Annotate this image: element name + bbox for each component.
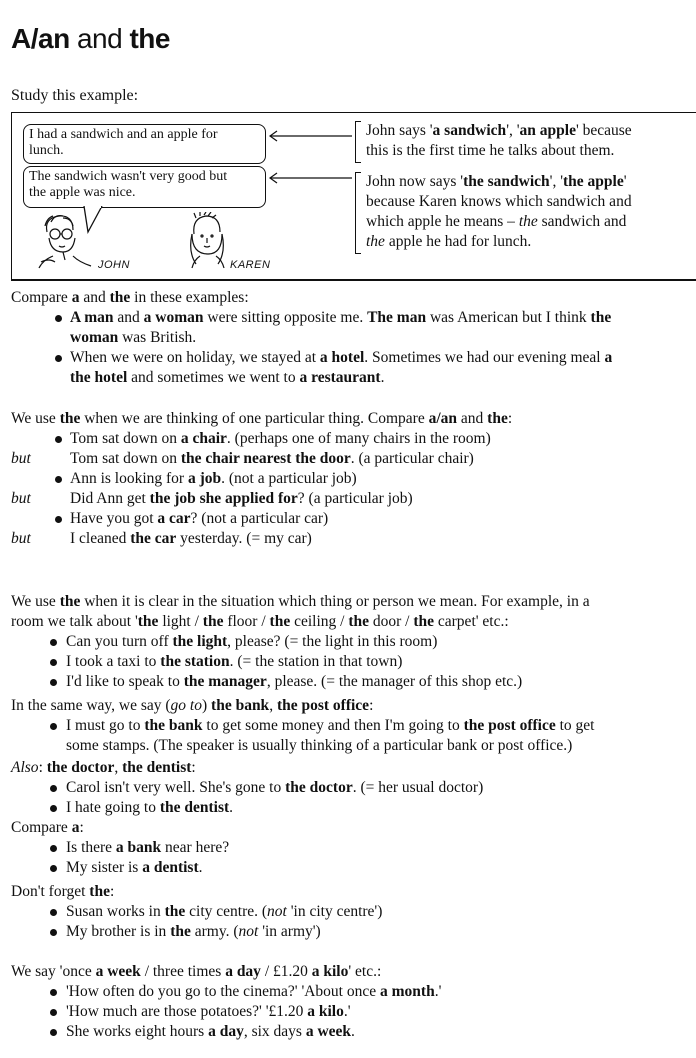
text-run: the sandwich [463,173,550,190]
bullet-icon [50,659,57,666]
dont-forget-intro [0,882,696,902]
list-item [0,449,696,469]
text-run: Ann is looking for [70,470,188,487]
text-run: the hotel [70,369,128,386]
text-run: a day [225,963,261,980]
bullet-icon [50,1009,57,1016]
list-item [0,672,696,692]
text-run: I took a taxi to [66,653,161,670]
text-run: a day [208,1023,244,1040]
list-item [0,509,696,529]
list-item [0,982,696,1002]
text-run: Tom sat down on [70,430,181,447]
text-run: and [457,410,488,427]
text-run: A man [70,309,114,326]
text-run: when it is clear in the situation which thing or person we mean. For example, in a [80,593,590,610]
text-run: : [109,883,115,900]
text-run: the [590,309,612,326]
list-item [0,469,696,489]
arrow-left-icon [268,130,354,142]
text-run: a dentist [142,859,199,876]
frequency-intro [0,962,696,982]
text-run: a [604,349,613,366]
list-item [0,858,696,878]
text-run: the [59,593,81,610]
text-run: and sometimes we went to [127,369,300,386]
list-item [0,429,696,449]
list-item [0,632,696,652]
text-run: Susan works in [66,903,165,920]
page-title [11,22,170,56]
list-item [0,716,696,736]
text-run: were sitting opposite me. [203,309,368,326]
text-run: A/an [11,23,70,54]
text-run: Carol isn't very well. She's gone to [66,779,286,796]
text-run: room we talk about ' [11,613,138,630]
text-run: not [267,903,287,920]
text-run: a [71,819,80,836]
bullet-icon [50,785,57,792]
text-run: ? (not a particular car) [190,510,329,527]
text-run: .' [434,983,442,1000]
text-run: I cleaned [70,530,131,547]
text-run: a job [187,470,222,487]
text-run: in these examples: [130,289,249,306]
text-run: / £1.20 [260,963,312,980]
text-run: , six days [243,1023,306,1040]
text-run: floor / [223,613,270,630]
explanation-2 [355,172,685,254]
text-run: lunch. [29,143,64,158]
list-item [0,922,696,942]
bullet-icon [50,639,57,646]
text-run: was American but I think [426,309,591,326]
text-run: We say 'once [11,963,96,980]
text-run: the [202,613,224,630]
text-run: Is there [66,839,116,856]
list-item [0,348,696,368]
text-run: and [113,309,144,326]
list-item [0,902,696,922]
text-run: a hotel [319,349,365,366]
bullet-icon [50,723,57,730]
bullet-icon [50,929,57,936]
list-item-continuation: some stamps. (The speaker is usually thinking of a particular bank or post office.) [66,737,573,754]
text-run: She works eight hours [66,1023,209,1040]
speech-bubble-1 [23,124,266,164]
text-run: .' [343,1003,351,1020]
text-run: Compare [11,819,72,836]
text-run: : [191,759,196,776]
text-run: the bank [144,717,203,734]
speech-bubble-2 [23,166,266,208]
text-run: . Sometimes we had our evening meal [364,349,605,366]
text-run: the [269,613,291,630]
text-run: Did Ann get [70,490,150,507]
text-run: the manager [183,673,267,690]
text-run: yesterday. (= my car) [176,530,312,547]
text-run: the [170,923,191,940]
text-run: ' because [575,122,632,139]
text-run: 'How much are those potatoes?' '£1.20 [66,1003,308,1020]
text-run: and [76,23,123,54]
text-run: Can you turn off [66,633,173,650]
bullet-icon [50,805,57,812]
text-run: the post office [463,717,556,734]
text-run: a sandwich [432,122,507,139]
list-item [0,798,696,818]
text-run: . [351,1023,355,1040]
text-run: the bank [211,697,270,714]
compare-a-intro [0,818,696,838]
text-run: the [164,903,186,920]
text-run: was British. [118,329,197,346]
text-run: John now says ' [366,173,464,190]
text-run: not [238,923,259,940]
text-run: We use [11,410,60,427]
list-item [0,652,696,672]
text-run: because Karen knows which sandwich and [366,193,632,210]
text-run: My brother is in [66,923,171,940]
arrow-left-icon [268,172,354,184]
text-run: the [89,883,110,900]
text-run: The sandwich wasn't very good but [29,169,228,184]
text-run: a/an [428,410,458,427]
text-run: the chair nearest the door [180,450,351,467]
bullet-icon [50,989,57,996]
text-run: ? (a particular job) [297,490,413,507]
text-run: when we are thinking of one particular thing. Compare [80,410,429,427]
list-item [0,1022,696,1042]
text-run: I'd like to speak to [66,673,184,690]
text-run: . [198,859,203,876]
text-run: woman [70,329,119,346]
bullet-icon [55,355,62,362]
text-run: Also [11,759,39,776]
text-run: ) [201,697,212,714]
text-run: a [71,289,80,306]
list-item-continuation [0,368,696,388]
text-run: apple he had for lunch. [384,233,532,250]
compare-intro [0,288,696,308]
bullet-icon [50,845,57,852]
text-run: an apple [519,122,576,139]
text-run: . [229,799,234,816]
text-run: a week [95,963,141,980]
clear-intro-continuation [0,612,696,632]
text-run: the car [130,530,177,547]
text-run: this is the first time he talks about them. [366,142,615,159]
text-run: a woman [143,309,204,326]
list-item [0,308,696,328]
text-run: to get some money and then I'm going to [202,717,464,734]
text-run: light / [158,613,203,630]
text-run: I hate going to [66,799,160,816]
text-run: ', ' [549,173,563,190]
text-run: a kilo [311,963,349,980]
text-run: a chair [180,430,227,447]
text-run: . (= the station in that town) [229,653,403,670]
text-run: go to [170,697,202,714]
bullet-icon [55,315,62,322]
text-run: ', ' [506,122,520,139]
text-run: 'How often do you go to the cinema?' 'About once [66,983,380,1000]
bullet-icon [50,1029,57,1036]
john-figure-icon [33,212,93,270]
text-run: the [413,613,435,630]
text-run: but [11,490,31,507]
text-run: door / [369,613,414,630]
text-run: . (a particular chair) [350,450,474,467]
text-run: the dentist [122,759,192,776]
text-run: the [348,613,369,630]
text-run: a restaurant [299,369,381,386]
karen-label: KAREN [230,259,271,271]
text-run: The man [367,309,427,326]
text-run: When we were on holiday, we stayed at [70,349,320,366]
text-run: a bank [115,839,162,856]
text-run: the [129,23,170,54]
john-label: JOHN [98,259,130,271]
text-run: . (perhaps one of many chairs in the room) [226,430,491,447]
text-run: ' [623,173,627,190]
text-run: the job she applied for [149,490,298,507]
text-run: / three times [140,963,226,980]
study-intro: Study this example: [11,87,139,104]
text-run: 'in army') [258,923,321,940]
text-run: the doctor [285,779,353,796]
text-run: the [137,613,159,630]
text-run: the light [172,633,228,650]
text-run: I had a sandwich and an apple for [29,127,218,142]
list-item [0,1002,696,1022]
text-run: . (= her usual doctor) [352,779,484,796]
text-run: My sister is [66,859,143,876]
text-run: the [109,289,131,306]
text-run: the [59,410,81,427]
text-run: a week [305,1023,352,1040]
text-run: city centre. ( [185,903,268,920]
bullet-icon [50,909,57,916]
text-run: the [518,213,538,230]
text-run: a month [380,983,435,1000]
text-run: Tom sat down on [70,450,181,467]
bullet-icon [50,679,57,686]
text-run: a car [157,510,191,527]
bullet-icon [55,516,62,523]
text-run: ceiling / [290,613,349,630]
text-run: the [487,410,508,427]
text-run: and [79,289,110,306]
text-run: In the same way, we say ( [11,697,171,714]
text-run: John says ' [366,122,433,139]
text-run: 'in city centre') [286,903,383,920]
text-run: I must go to [66,717,145,734]
text-run: Don't forget [11,883,90,900]
text-run: : [79,819,84,836]
text-run: carpet' etc.: [434,613,509,630]
text-run: , [269,697,277,714]
text-run: , [114,759,123,776]
text-run: . [380,369,385,386]
particular-intro [0,409,696,429]
text-run: the apple [563,173,624,190]
text-run: the [366,233,385,250]
text-run: the doctor [46,759,115,776]
text-run: , please? (= the light in this room) [227,633,438,650]
text-run: ' etc.: [348,963,382,980]
karen-figure-icon [180,212,230,270]
text-run: the station [160,653,230,670]
text-run: the post office [276,697,370,714]
text-run: the apple was nice. [29,185,136,200]
list-item [0,778,696,798]
bullet-icon [50,865,57,872]
text-run: the dentist [159,799,230,816]
text-run: Compare [11,289,72,306]
text-run: : [38,759,47,776]
bullet-icon [55,476,62,483]
text-run: which apple he means – [366,213,519,230]
list-item [0,529,696,549]
clear-intro [0,592,696,612]
text-run: to get [555,717,595,734]
text-run: Have you got [70,510,158,527]
text-run: army. ( [190,923,239,940]
text-run: sandwich and [537,213,627,230]
same-way-intro [0,696,696,716]
text-run: a kilo [307,1003,344,1020]
text-run: . (not a particular job) [221,470,357,487]
text-run: near here? [161,839,230,856]
list-item-continuation [0,328,696,348]
list-item [0,838,696,858]
text-run: : [369,697,374,714]
also-intro [0,758,696,778]
text-run: but [11,530,31,547]
list-item [0,489,696,509]
text-run: : [507,410,513,427]
text-run: , please. (= the manager of this shop etc.) [266,673,523,690]
bullet-icon [55,436,62,443]
text-run: We use [11,593,60,610]
explanation-1 [355,121,685,163]
text-run: but [11,450,31,467]
